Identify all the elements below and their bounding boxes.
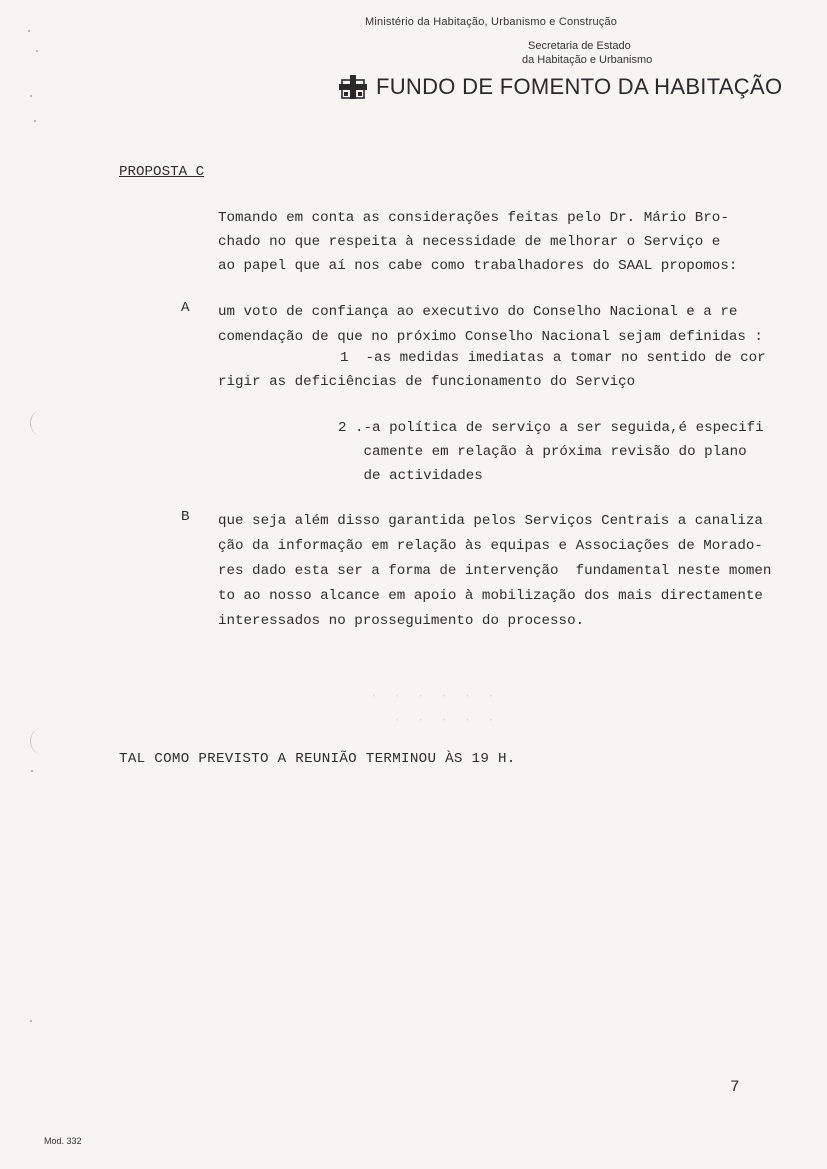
intro-paragraph: Tomando em conta as considerações feitas pelo Dr. Mário Bro- chado no que respeita à necessidade de melhorar o Serviço e ao papel que aí nos cabe como trabalhadores do SAAL propomos: (218, 210, 738, 274)
speck (28, 30, 30, 32)
speck (31, 770, 33, 772)
item-b-label: B (181, 509, 190, 525)
punch-hole (30, 728, 53, 754)
speck (34, 120, 36, 122)
proposal-heading: PROPOSTA C (119, 164, 205, 180)
fund-name: FUNDO DE FOMENTO DA HABITAÇÃO (376, 74, 783, 99)
item-a-label: A (181, 300, 190, 316)
secretaria-line-1: Secretaria de Estado (528, 40, 631, 52)
item-a-sub2: 2 .-a política de serviço a ser seguida,é especifi camente em relação à próxima revisão do plano de actividades (338, 420, 764, 484)
closing-line: TAL COMO PREVISTO A REUNIÃO TERMINOU ÀS 19 H. (119, 751, 516, 767)
form-code: Mod. 332 (44, 1136, 82, 1146)
speck (30, 95, 32, 97)
secretaria-line-2: da Habitação e Urbanismo (522, 54, 653, 66)
ministry-name: Ministério da Habitação, Urbanismo e Construção (365, 16, 618, 28)
item-b-text: que seja além disso garantida pelos Serviços Centrais a canaliza ção da informação em relação às equipas e Associações de Morado- res dado esta ser a forma de intervenção fundamental neste momen to ao nosso alcance em apoio à mobilização dos mais directamente interessados no prosseguimento do processo. (218, 513, 772, 629)
item-a-sub1-rest: rigir as deficiências de funcionamento do Serviço (218, 374, 636, 390)
page-number: 7 (730, 1078, 740, 1096)
item-a-text: um voto de confiança ao executivo do Conselho Nacional e a re comendação de que no próximo Conselho Nacional sejam definidas : (218, 304, 763, 345)
item-a-sub1-first: 1 -as medidas imediatas a tomar no sentido de cor (340, 350, 766, 366)
punch-hole (30, 410, 53, 436)
cross-house-logo-icon (338, 74, 368, 100)
speck (30, 1020, 32, 1022)
speck (36, 50, 38, 52)
faded-bleed-through: · · · · · · · · · · · (370, 688, 495, 727)
